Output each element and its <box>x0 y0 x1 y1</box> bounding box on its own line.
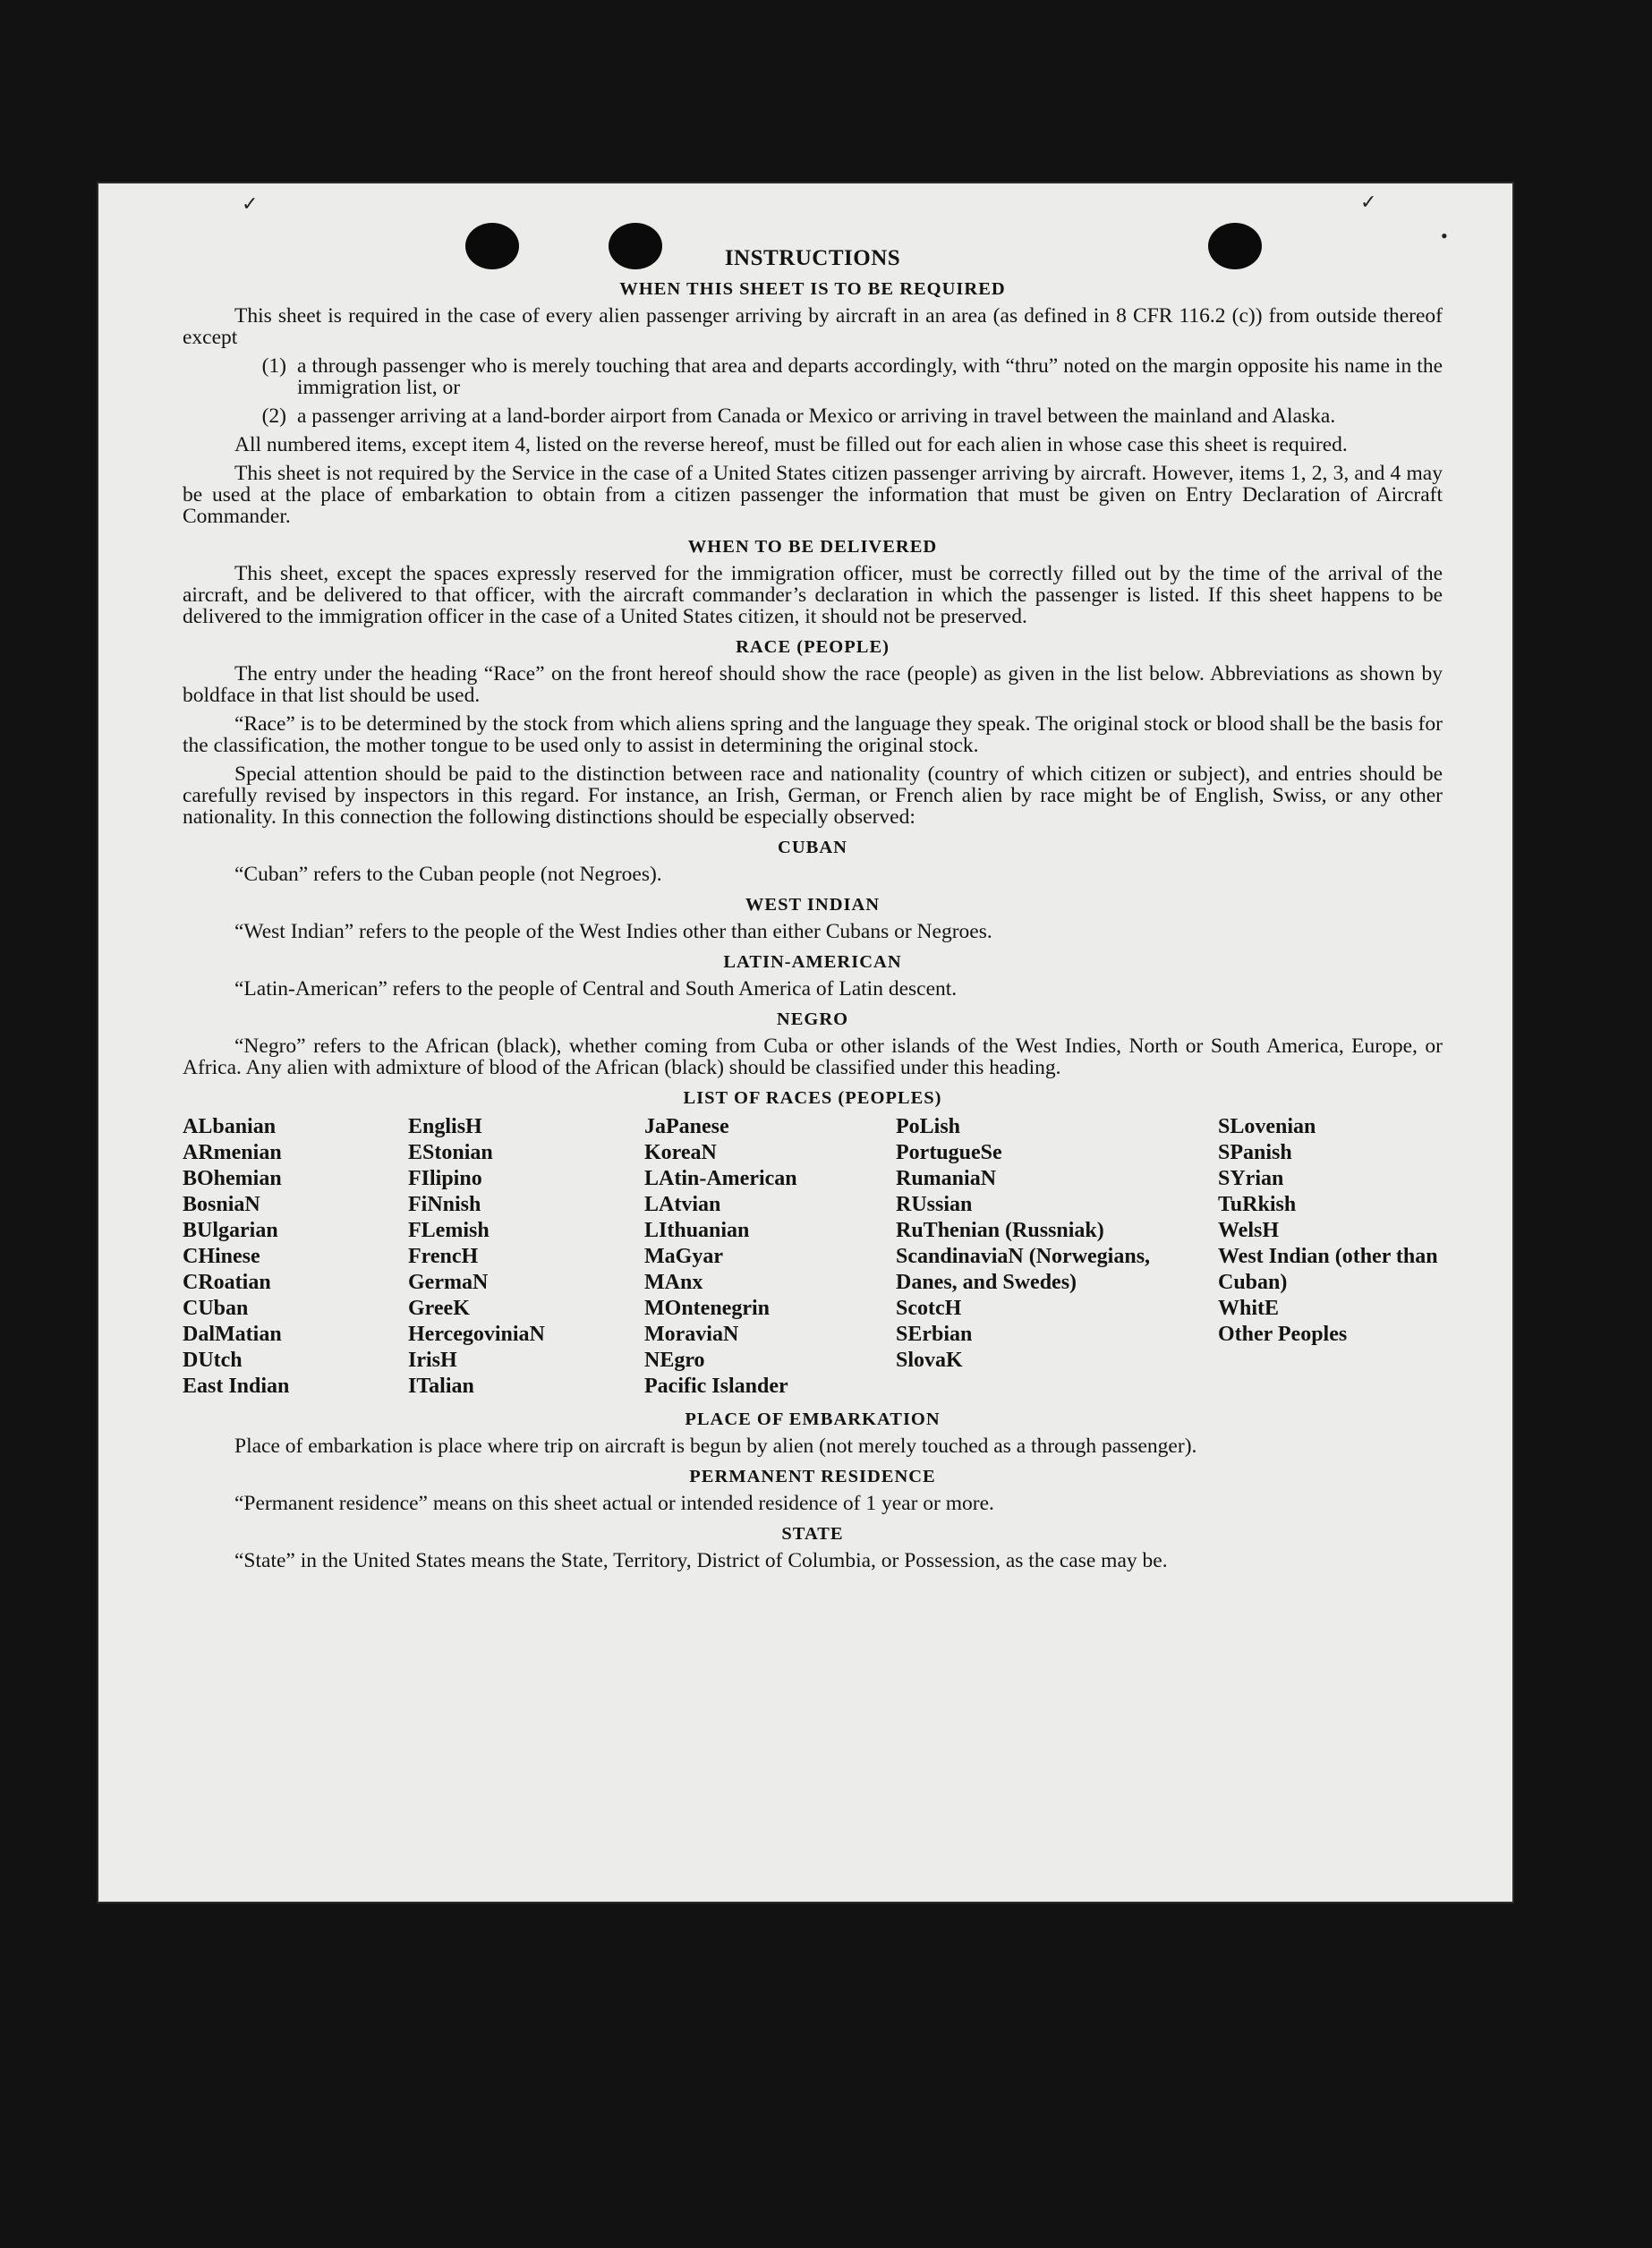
race-entry: KoreaN <box>644 1141 717 1164</box>
race-entry: SlovaK <box>896 1349 963 1372</box>
paragraph: “Latin-American” refers to the people of Central and South America of Latin descent. <box>234 977 958 1001</box>
race-entry: TuRkish <box>1218 1193 1297 1216</box>
race-entry: BosniaN <box>183 1193 260 1216</box>
paragraph: Special attention should be paid to the distinction between race and nationality (country of which citizen or subject), and entries should be carefully revised by inspectors in this regard. For instance, an Irish, German, or French alien by race might be of English, Swiss, or any other nationality. In this connection the following distinctions should be especially observed: <box>183 762 1443 829</box>
race-entry: JaPanese <box>644 1115 729 1138</box>
race-entry: EnglisH <box>408 1115 482 1138</box>
race-entry: CHinese <box>183 1245 260 1268</box>
scan-mark: ✓ <box>242 192 259 215</box>
race-entry: EStonian <box>408 1141 493 1164</box>
race-entry: HercegoviniaN <box>408 1323 545 1346</box>
race-entry: DUtch <box>183 1349 243 1372</box>
race-entry: MOntenegrin <box>644 1297 770 1320</box>
race-entry: CUban <box>183 1297 249 1320</box>
race-entry: FrencH <box>408 1245 479 1268</box>
race-entry: FIlipino <box>408 1167 482 1190</box>
race-entry: ALbanian <box>183 1115 277 1138</box>
paragraph: This sheet is not required by the Service in the case of a United States citizen passenger arriving by aircraft. However, items 1, 2, 3, and 4 may be used at the place of embarkation to obtain from a citizen passenger the information that must be given on Entry Declaration of Aircraft Commander. <box>183 462 1443 528</box>
section-heading-latin-american: LATIN-AMERICAN <box>723 952 902 972</box>
races-column <box>408 1114 644 1400</box>
race-entry: SPanish <box>1218 1141 1292 1164</box>
paragraph: Place of embarkation is place where trip on aircraft is begun by alien (not merely touched as a through passenger). <box>234 1435 1197 1458</box>
paragraph: “Race” is to be determined by the stock from which aliens spring and the language they speak. The original stock or blood shall be the basis for the classification, the mother tongue to be used only to assist in determining the original stock. <box>183 712 1443 757</box>
section-heading-state: STATE <box>781 1524 844 1544</box>
paragraph: “West Indian” refers to the people of the West Indies other than either Cubans or Negroes. <box>234 920 992 943</box>
section-heading-residence: PERMANENT RESIDENCE <box>689 1467 936 1486</box>
page-title: INSTRUCTIONS <box>724 246 901 270</box>
instructions-body <box>183 248 1443 1579</box>
race-entry: GermaN <box>408 1271 489 1294</box>
race-entry: ScandinaviaN (Norwegians, Danes, and Swedes) <box>896 1245 1151 1294</box>
race-entry: FLemish <box>408 1219 490 1242</box>
race-entry: Other Peoples <box>1218 1323 1348 1346</box>
race-entry: ScotcH <box>896 1297 962 1320</box>
section-heading-when-required: WHEN THIS SHEET IS TO BE REQUIRED <box>619 279 1006 299</box>
race-entry: GreeK <box>408 1297 470 1320</box>
race-entry: MoraviaN <box>644 1323 739 1346</box>
paragraph: All numbered items, except item 4, listed on the reverse hereof, must be filled out for each alien in whose case this sheet is required. <box>234 433 1348 456</box>
race-entry: MAnx <box>644 1271 703 1294</box>
race-entry: East Indian <box>183 1375 290 1398</box>
paragraph: This sheet is required in the case of every alien passenger arriving by aircraft in an area (as defined in 8 CFR 116.2 (c)) from outside thereof except <box>183 304 1443 349</box>
race-entry: RumaniaN <box>896 1167 997 1190</box>
race-entry: BOhemian <box>183 1167 282 1190</box>
race-entry: ITalian <box>408 1375 474 1398</box>
scan-mark: • <box>1441 225 1448 247</box>
races-column <box>644 1114 896 1400</box>
item-text: a through passenger who is merely touching that area and departs accordingly, with “thru” noted on the margin opposite his name in the immigration list, or <box>297 354 1443 399</box>
races-column <box>896 1114 1218 1400</box>
paragraph: “Negro” refers to the African (black), whether coming from Cuba or other islands of the West Indies, North or South America, Europe, or Africa. Any alien with admixture of blood of the African (black) should be classified under this heading. <box>183 1035 1443 1079</box>
race-entry: SYrian <box>1218 1167 1284 1190</box>
races-column <box>1218 1114 1443 1400</box>
section-heading-race: RACE (PEOPLE) <box>736 637 890 657</box>
numbered-item <box>183 355 1443 398</box>
race-entry: WhitE <box>1218 1297 1280 1320</box>
race-entry: BUlgarian <box>183 1219 278 1242</box>
section-heading-negro: NEGRO <box>776 1009 849 1029</box>
paragraph: “Permanent residence” means on this sheet actual or intended residence of 1 year or more. <box>234 1492 994 1515</box>
race-entry: MaGyar <box>644 1245 723 1268</box>
race-entry: West Indian (other than Cuban) <box>1218 1245 1438 1294</box>
item-text: a passenger arriving at a land-border airport from Canada or Mexico or arriving in travel between the mainland and Alaska. <box>297 404 1336 428</box>
section-heading-embarkation: PLACE OF EMBARKATION <box>685 1409 941 1429</box>
section-heading-cuban: CUBAN <box>778 838 847 857</box>
races-table <box>183 1114 1443 1400</box>
numbered-item <box>183 405 1443 427</box>
scan-mark: ✓ <box>1360 191 1377 213</box>
race-entry: ARmenian <box>183 1141 282 1164</box>
race-entry: CRoatian <box>183 1271 271 1294</box>
race-entry: DalMatian <box>183 1323 282 1346</box>
paragraph: The entry under the heading “Race” on the front hereof should show the race (people) as given in the list below. Abbreviations as shown by boldface in that list should be used. <box>183 662 1443 707</box>
paragraph: This sheet, except the spaces expressly reserved for the immigration officer, must be correctly filled out by the time of the arrival of the aircraft, and be delivered to that officer, with the aircraft commander’s declaration in which the passenger is listed. If this sheet happens to be delivered to the immigration officer in the case of a United States citizen, it should not be preserved. <box>183 562 1443 628</box>
paragraph: “State” in the United States means the State, Territory, District of Columbia, or Possession, as the case may be. <box>234 1549 1168 1572</box>
race-entry: FiNnish <box>408 1193 481 1216</box>
race-entry: SLovenian <box>1218 1115 1316 1138</box>
race-entry: Pacific Islander <box>644 1375 788 1398</box>
race-entry: PortugueSe <box>896 1141 1002 1164</box>
race-entry: WelsH <box>1218 1219 1280 1242</box>
paragraph: “Cuban” refers to the Cuban people (not Negroes). <box>234 863 662 886</box>
race-entry: RUssian <box>896 1193 973 1216</box>
race-entry: LAtin-American <box>644 1167 797 1190</box>
race-entry: LAtvian <box>644 1193 721 1216</box>
race-entry: NEgro <box>644 1349 705 1372</box>
section-heading-west-indian: WEST INDIAN <box>745 895 881 915</box>
race-entry: LIthuanian <box>644 1219 750 1242</box>
races-column <box>183 1114 408 1400</box>
section-heading-when-delivered: WHEN TO BE DELIVERED <box>687 537 938 557</box>
item-number: (2) <box>261 404 286 428</box>
section-heading-list-of-races: LIST OF RACES (PEOPLES) <box>683 1088 942 1108</box>
race-entry: SErbian <box>896 1323 973 1346</box>
race-entry: IrisH <box>408 1349 457 1372</box>
item-number: (1) <box>261 354 286 378</box>
race-entry: RuThenian (Russniak) <box>896 1219 1104 1242</box>
document-page <box>98 183 1512 1902</box>
race-entry: PoLish <box>896 1115 961 1138</box>
